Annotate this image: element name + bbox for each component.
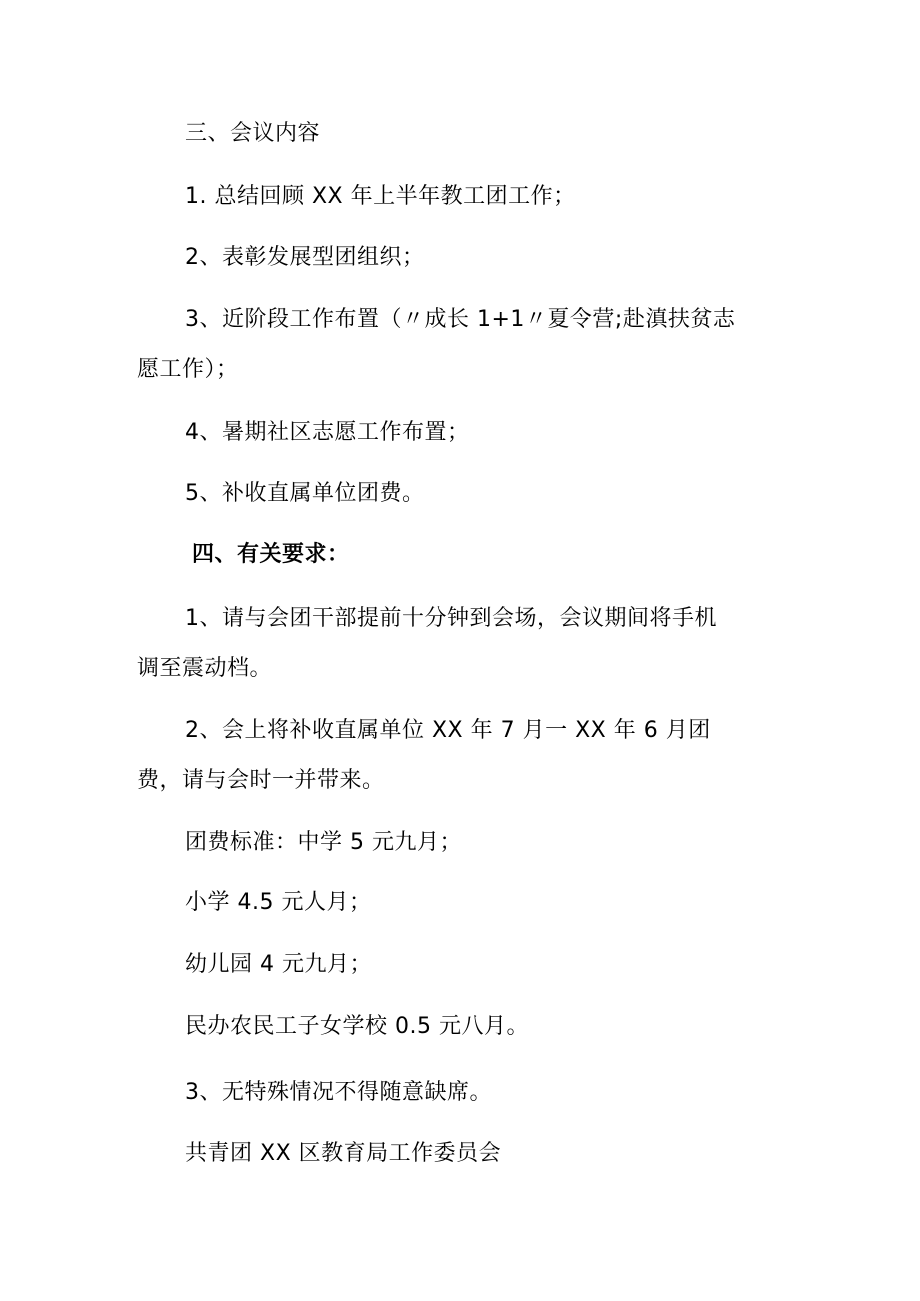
meeting-item-1: 1. 总结回顾 XX 年上半年教工团工作； xyxy=(185,184,576,209)
signature-organization: 共青团 XX 区教育局工作委员会 xyxy=(185,1141,502,1166)
section-3-heading: 三、会议内容 xyxy=(185,121,321,146)
requirement-2-line-1: 2、会上将补收直属单位 XX 年 7 月一 XX 年 6 月团 xyxy=(185,718,711,743)
meeting-item-3-line-1: 3、近阶段工作布置（〃成长 1+1〃夏令营;赴滇扶贫志 xyxy=(185,307,736,332)
fee-kindergarten-line: 幼儿园 4 元九月； xyxy=(185,952,372,977)
section-4-heading: 四、有关要求： xyxy=(192,542,350,567)
meeting-item-5: 5、补收直属单位团费。 xyxy=(185,481,425,506)
fee-primary-line: 小学 4.5 元人月； xyxy=(185,890,372,915)
requirement-1-line-2: 调至震动档。 xyxy=(137,656,273,681)
requirement-1-line-1: 1、请与会团干部提前十分钟到会场，会议期间将手机 xyxy=(185,606,717,631)
fee-migrant-school-line: 民办农民工子女学校 0.5 元八月。 xyxy=(185,1014,529,1039)
requirement-3: 3、无特殊情况不得随意缺席。 xyxy=(185,1080,492,1105)
meeting-item-4: 4、暑期社区志愿工作布置； xyxy=(185,420,470,445)
meeting-item-3-line-2: 愿工作）； xyxy=(137,357,239,382)
fee-standard-line: 团费标准：中学 5 元九月； xyxy=(185,830,462,855)
requirement-2-line-2: 费，请与会时一并带来。 xyxy=(137,768,385,793)
meeting-item-2: 2、表彰发展型团组织； xyxy=(185,245,425,270)
